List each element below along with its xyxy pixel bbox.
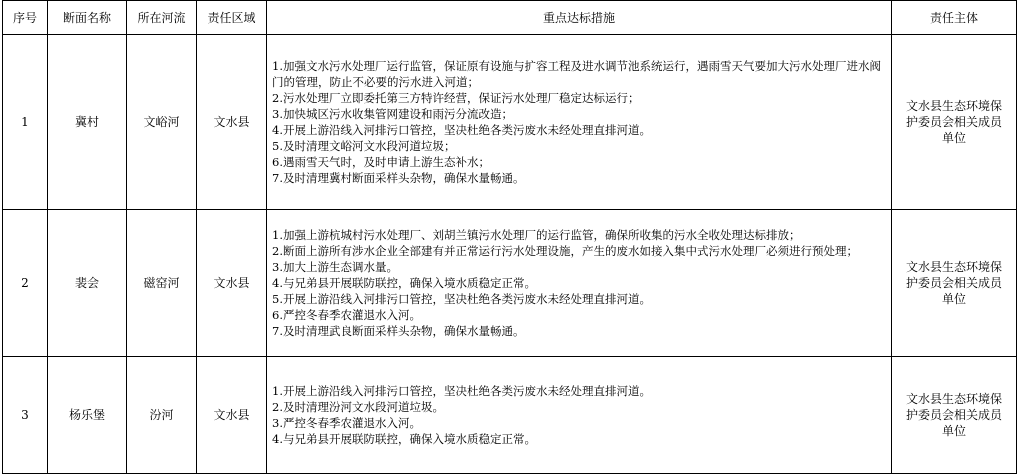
measure-item: 7.及时清理冀村断面采样头杂物，确保水量畅通。 <box>272 171 525 185</box>
measure-item: 6.遇雨雪天气时，及时申请上游生态补水； <box>272 155 490 169</box>
measure-item: 7.及时清理武良断面采样头杂物，确保水量畅通。 <box>272 324 525 338</box>
measures-list <box>272 227 885 339</box>
row-owner: 文水县生态环境保护委员会相关成员单位 <box>892 210 1017 357</box>
measure-item: 4.开展上游沿线入河排污口管控，坚决杜绝各类污废水未经处理直排河道。 <box>272 123 651 137</box>
measure-item: 6.严控冬春季农灌退水入河。 <box>272 308 421 322</box>
row-section-name: 杨乐堡 <box>48 357 127 474</box>
header-responsible-area: 责任区域 <box>197 1 267 35</box>
measure-item: 3.加快城区污水收集管网建设和雨污分流改造； <box>272 107 513 121</box>
row-river: 磁窑河 <box>127 210 197 357</box>
row-river: 汾河 <box>127 357 197 474</box>
measure-item: 2.及时清理汾河文水段河道垃圾。 <box>272 400 444 414</box>
row-section-name: 裴会 <box>48 210 127 357</box>
header-responsible-party: 责任主体 <box>892 1 1017 35</box>
row-area: 文水县 <box>197 35 267 210</box>
header-key-measures: 重点达标措施 <box>267 1 892 35</box>
header-row <box>3 1 1017 35</box>
header-seq: 序号 <box>3 1 48 35</box>
measure-item: 3.严控冬春季农灌退水入河。 <box>272 416 421 430</box>
row-river: 文峪河 <box>127 35 197 210</box>
measure-item: 5.及时清理文峪河文水段河道垃圾； <box>272 139 456 153</box>
measure-item: 2.污水处理厂立即委托第三方特许经营，保证污水处理厂稳定达标运行； <box>272 91 640 105</box>
measure-item: 4.与兄弟县开展联防联控，确保入境水质稳定正常。 <box>272 432 536 446</box>
row-area: 文水县 <box>197 210 267 357</box>
table-row <box>3 35 1017 210</box>
row-seq: 3 <box>3 357 48 474</box>
measures-list <box>272 58 885 186</box>
measure-item: 1.加强上游杭城村污水处理厂、刘胡兰镇污水处理厂的运行监管，确保所收集的污水全收处理达标排放； <box>272 228 801 242</box>
row-measures <box>267 210 892 357</box>
row-measures <box>267 357 892 474</box>
table-row <box>3 210 1017 357</box>
measure-item: 5.开展上游沿线入河排污口管控，坚决杜绝各类污废水未经处理直排河道。 <box>272 292 651 306</box>
measure-item: 4.与兄弟县开展联防联控，确保入境水质稳定正常。 <box>272 276 536 290</box>
table-row <box>3 357 1017 474</box>
row-seq: 2 <box>3 210 48 357</box>
measure-item: 3.加大上游生态调水量。 <box>272 260 398 274</box>
header-river: 所在河流 <box>127 1 197 35</box>
measure-item: 2.断面上游所有涉水企业全部建有并正常运行污水处理设施，产生的废水如接入集中式污水处理厂必须进行预处理； <box>272 244 858 258</box>
measure-item: 1.加强文水污水处理厂运行监管，保证原有设施与扩容工程及进水调节池系统运行，遇雨雪天气要加大污水处理厂进水阀门的管理，防止不必要的污水进入河道； <box>272 59 881 89</box>
measures-list <box>272 383 885 447</box>
header-section-name: 断面名称 <box>48 1 127 35</box>
row-owner: 文水县生态环境保护委员会相关成员单位 <box>892 35 1017 210</box>
measures-table <box>2 0 1017 474</box>
row-section-name: 冀村 <box>48 35 127 210</box>
row-measures <box>267 35 892 210</box>
row-area: 文水县 <box>197 357 267 474</box>
row-owner: 文水县生态环境保护委员会相关成员单位 <box>892 357 1017 474</box>
measure-item: 1.开展上游沿线入河排污口管控，坚决杜绝各类污废水未经处理直排河道。 <box>272 384 651 398</box>
row-seq: 1 <box>3 35 48 210</box>
